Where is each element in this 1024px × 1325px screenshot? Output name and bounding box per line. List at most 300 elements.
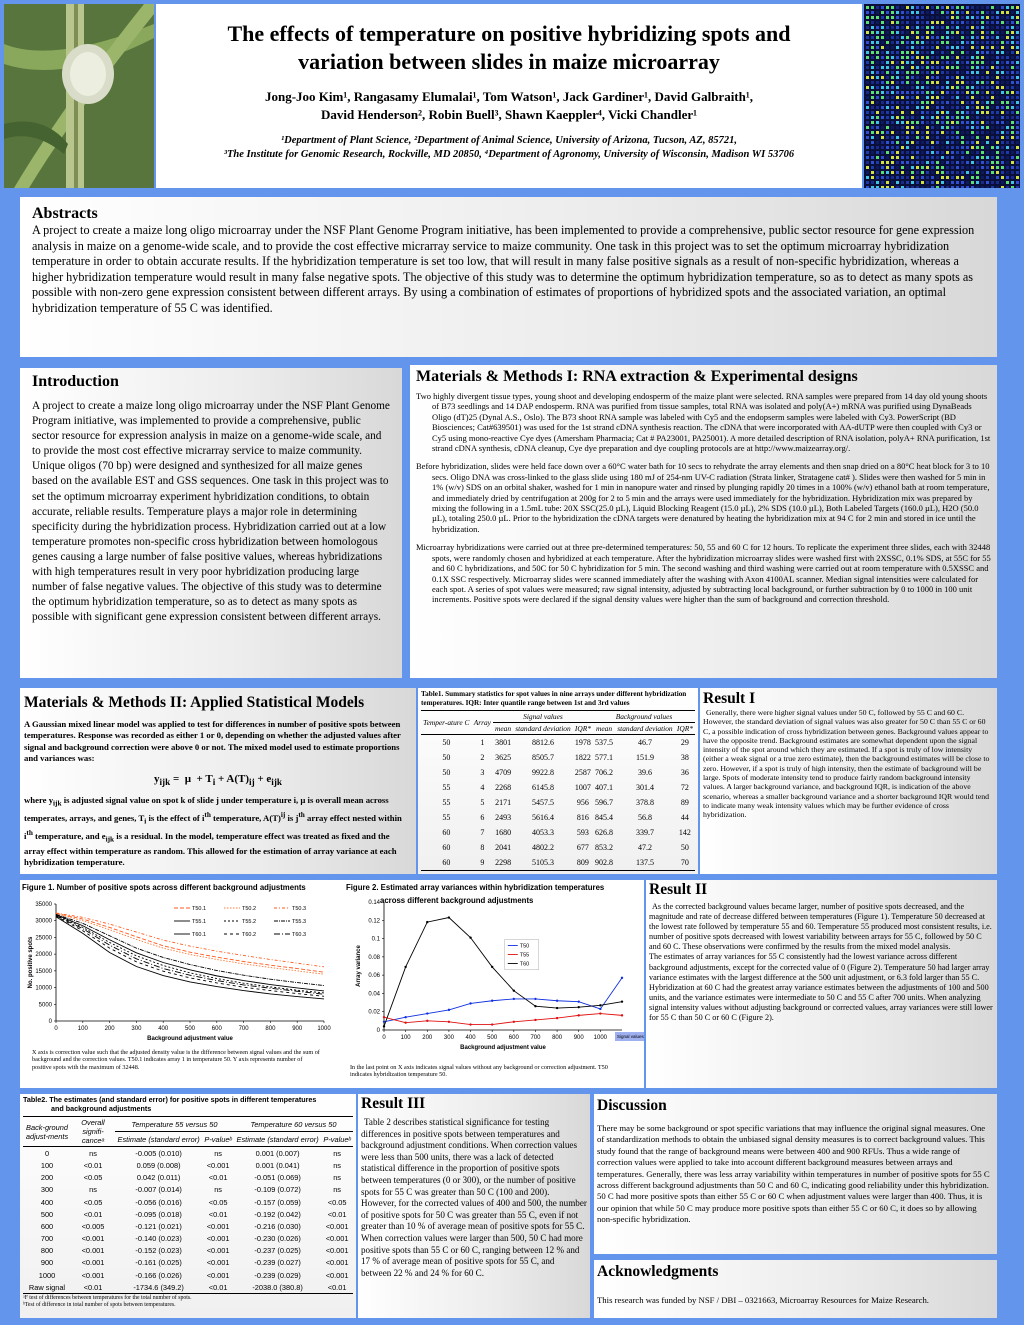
y-tick-label: 20000	[35, 952, 52, 959]
acknowledgments-panel	[594, 1260, 997, 1318]
authors-line2: David Henderson², Robin Buell³, Shawn Kaeppler⁴, Vicki Chandler¹	[320, 107, 698, 122]
table-cell: <0.05	[208, 1197, 228, 1207]
x-tick-label: 0	[54, 1026, 58, 1032]
table-row	[23, 1257, 353, 1269]
table-cell: <0.001	[325, 1258, 349, 1268]
table-cell: <0.05	[83, 1173, 103, 1183]
legend-label: T50	[519, 943, 530, 950]
x-axis-label: Background adjustment value	[460, 1045, 546, 1051]
table-cell: <0.05	[327, 1197, 347, 1207]
data-point	[448, 1021, 450, 1023]
table-cell: 816	[576, 813, 589, 823]
table-cell: 56.8	[637, 813, 652, 823]
affiliations-line2: ³The Institute for Genomic Research, Rockville, MD 20850, ⁴Department of Agronomy, University of Wisconsin, Madison WI 53706	[223, 149, 795, 160]
data-point	[556, 1007, 558, 1009]
y-tick-label: 35000	[35, 902, 52, 908]
acknowledgments-text: This research was funded by NSF / DBI – 0321663, Microarray Resources for Maize Research.	[597, 1295, 929, 1305]
table-cell: 845.4	[595, 813, 614, 823]
table-cell: 1822	[574, 753, 591, 763]
data-point	[578, 1006, 580, 1008]
table1-subheader: mean	[495, 724, 512, 734]
table-cell: 2587	[574, 768, 591, 778]
legend-label: T60.2	[242, 932, 257, 938]
table-cell: 50	[442, 768, 451, 778]
table-cell: -0.230 (0.026)	[254, 1234, 301, 1244]
poster-title-line2: variation between slides in maize microarray	[298, 49, 720, 74]
table-row	[421, 810, 695, 825]
table-cell: 142	[678, 828, 691, 838]
data-point	[404, 1021, 406, 1023]
methods1-panel	[410, 365, 997, 678]
data-point	[426, 1012, 428, 1014]
table-row	[23, 1147, 353, 1160]
figure2-caption-line2: across different background adjustments	[380, 896, 534, 905]
methods2-heading: Materials & Methods II: Applied Statistical Models	[24, 694, 365, 711]
table-cell: -2038.0 (380.8)	[252, 1282, 303, 1292]
table-cell: 9922.8	[531, 768, 554, 778]
series-line-t55-1	[56, 915, 324, 991]
table-cell: -0.152 (0.023)	[135, 1246, 182, 1256]
data-point	[426, 1020, 428, 1022]
result3-text: However, for the corrected values of 400 and 500, the number of positive spots for 50 C was greater than 55 C, even if not greater than 10 % of average mean of positive spots for 55 C. When correction values were larger than 500, 50 C had more positive spots than 55 C or 60 C, ranging between 12 % and 17 % of average mean of positive spots for 55 C, and between 22 % and 24 % for 60 C.	[361, 1198, 587, 1278]
data-point	[534, 1019, 536, 1021]
table-cell: 8	[480, 843, 485, 853]
table-cell: <0.01	[83, 1282, 103, 1292]
abstract-panel	[20, 197, 997, 357]
table-cell: 3	[480, 768, 485, 778]
mixed-model-equation: $y_{ijk} = \mu + T_i + A(T)_{ij} + e_{ijk}$	[154, 772, 282, 787]
table-cell: <0.01	[208, 1282, 228, 1292]
methods1-paragraph: Before hybridization, slides were held face down over a 60°C water bath for 10 secs to rehydrate the array elements and then snap dried on a 80°C heat block for 3 to 10 secs. Oligo DNA was cross-linked to the glass slide using 180 mJ of 254-nm UV-C radiation (Strata linker, Stratagene cat# ). Slides were then washed for 5 min in 1% (w/v) SDS on an orbital shaker, washed for 1 min in nanopure water and rinsed by plunging rapidly 20 times in a 100% (w/v) ethanol bath at room temperature, and immediately dried by centrifugation at 200g for 2 to 5 min and the arrays were used immediately for the hybridization. Hybridization mix was prepared by mixing the following in a 1.5mL tube: 20X SSC(25.0 µL), Liquid Blocking Reagent (15.0 µL), 2% SDS (10.0 µL), Both Labeled Targets (160.0 µL), H2O (50.0 µL), totaling 250.0 µL. Prior to the hybridization the cDNA targets were denatured by heating the hybridization mix at 94 C for 2 min and stored in ice until the hybridization.	[416, 461, 990, 534]
data-point	[469, 936, 471, 938]
legend-label: T50.3	[292, 906, 307, 912]
table-row	[23, 1245, 353, 1257]
table-cell: 902.8	[595, 858, 614, 868]
table-cell: 4709	[495, 768, 512, 778]
table2-header: Back-ground adjust-ments	[25, 1122, 69, 1141]
table-row	[421, 840, 695, 855]
result1-panel	[700, 688, 997, 874]
table-cell: 700	[40, 1234, 54, 1244]
result3-panel	[358, 1094, 590, 1318]
table-cell: 378.8	[635, 798, 654, 808]
table-cell: 5	[480, 798, 485, 808]
y-tick-label: 0.1	[371, 936, 380, 943]
table-cell: 55	[442, 798, 451, 808]
x-tick-label: 700	[530, 1035, 541, 1041]
table-row	[23, 1208, 353, 1220]
y-tick-label: 25000	[35, 935, 52, 942]
table-cell: ns	[333, 1185, 341, 1195]
table-cell: 2041	[495, 843, 512, 853]
result2-panel	[646, 880, 997, 1088]
x-tick-label: 200	[422, 1035, 433, 1041]
x-tick-label: 1000	[593, 1035, 608, 1041]
methods1-paragraph: Microarray hybridizations were carried out at three pre-determined temperatures: 50, 55 and 60 C for 12 hours. To replicate the experiment three slides, each with 32448 spots, were randomly chosen and hybridized at each temperature. After the hybridization microarray slides were washed first with 2XSSC, 0.1% SDS, at 55C for 55 and 60 C hybridizations, and 50C for 50 C hybridization for 5 min. The second washing and third washing were carried out at room temperature with 0.5XSSC and 0.1X SSC respectively. Microarray slides were scanned immediately after the washing with Axon 4100AL scanner. Median signal intensities were calculated for each spot. A series of spot values were measured; raw signal intensity, adjusted by subtracting local background, or further subtraction by 0 to 1000 in 100 unit increments. Positive spots were declared if the signal density values were higher than the sum of background and correction threshold.	[416, 542, 991, 605]
table-cell: ns	[333, 1160, 341, 1170]
table-cell: <0.001	[325, 1234, 349, 1244]
table1-subheader: standard deviation	[617, 724, 673, 734]
x-tick-label: 900	[292, 1026, 303, 1032]
table-cell: 7	[480, 828, 485, 838]
series-line-t50-2	[56, 914, 324, 975]
table-cell: <0.001	[81, 1258, 105, 1268]
table-cell: 4802.2	[531, 843, 554, 853]
data-point	[556, 1017, 558, 1019]
table-cell: 151.9	[635, 753, 654, 763]
legend-label: T60.1	[192, 932, 207, 938]
microarray-image	[864, 4, 1020, 188]
x-tick-label: 900	[573, 1035, 584, 1041]
data-point	[556, 1000, 558, 1002]
table-row	[23, 1269, 353, 1281]
table2-header: Estimate (standard error)	[117, 1134, 200, 1144]
table-cell: -1734.6 (349.2)	[133, 1282, 184, 1292]
table-cell: 89	[680, 798, 689, 808]
table-cell: 600	[40, 1221, 54, 1231]
figure2-caption-line1: Figure 2. Estimated array variances within hybridization temperatures	[346, 883, 605, 892]
table-cell: 900	[40, 1258, 54, 1268]
y-tick-label: 0.08	[368, 954, 380, 961]
table-cell: 72	[680, 783, 689, 793]
table2-header: P-valueᵇ	[323, 1134, 351, 1144]
table-cell: <0.001	[325, 1221, 349, 1231]
table-cell: 626.8	[595, 828, 614, 838]
table-cell: 0.001 (0.041)	[255, 1160, 300, 1170]
discussion-panel	[594, 1094, 997, 1254]
table-cell: 1680	[495, 828, 512, 838]
data-point	[534, 1005, 536, 1007]
x-tick-label: 800	[265, 1026, 276, 1032]
table-row	[421, 765, 695, 780]
table-cell: 5105.3	[531, 858, 554, 868]
table2-caption-line2: and background adjustments	[51, 1103, 152, 1113]
table-cell: 2	[480, 753, 485, 763]
table-cell: -0.237 (0.025)	[254, 1246, 301, 1256]
discussion-text: There may be some background or spot specific variations that may influence the original signal measures. One of standardization methods to obtain the unbiased signal density measures is to correct background values. This study found that the range of background means were between 400 and 900 RFUs. Thus a wide range of correction values were applied to take into account different background measures between arrays and temperatures. Generally, there was less array variability within temperatures in number of positive spots for 55 C across different background adjustments than 50 C and 60 C, indicating good reliability under this hybridization.	[597, 1123, 990, 1191]
result1-heading: Result I	[703, 690, 756, 707]
legend-label: T60.3	[292, 932, 307, 938]
table-cell: 500	[40, 1209, 54, 1219]
table-cell: 0.042 (0.011)	[136, 1173, 181, 1183]
table-cell: 577.1	[595, 753, 614, 763]
table2-header: Temperature 55 versus 50	[115, 1117, 234, 1132]
table-row	[421, 780, 695, 795]
table-cell: <0.001	[325, 1246, 349, 1256]
data-point	[599, 1008, 601, 1010]
table2-header: Overall signifi-canceᵃ	[81, 1118, 105, 1146]
y-tick-label: 0	[48, 1019, 52, 1025]
table-cell: 956	[576, 798, 589, 808]
table-cell: 47.2	[637, 843, 652, 853]
methods2-text-2: where $y_{ijk}$ is adjusted signal value on spot k of slide j under temperature i, µ is overall mean across temperates, arrays, and genes, $T_i$ is the effect of $i^{th}$ temperature, $A(T)^{ij}$ is $j^{th}$ array effect nested within $i^{th}$ temperature, and $e_{ijk}$ is a residual. In the model, temperature effect was treated as fixed and the array effect within temperature as random. This allowed for the estimation of array variance at each hybridization temperature.	[24, 794, 402, 868]
table-cell: -0.140 (0.023)	[135, 1234, 182, 1244]
series-line-t60	[384, 918, 622, 1027]
table-cell: 8505.7	[531, 753, 554, 763]
result3-heading: Result III	[361, 1095, 426, 1112]
table-row	[23, 1159, 353, 1171]
table2-footnote: ᵃF test of differences between temperatures for the total number of spots.	[23, 1295, 192, 1302]
table-cell: 301.4	[635, 783, 654, 793]
table-row	[23, 1196, 353, 1208]
legend-label: T55	[519, 952, 530, 959]
table-cell: 677	[576, 843, 589, 853]
table1-subheader: IQR*	[574, 724, 591, 734]
table-cell: 2493	[495, 813, 512, 823]
series-line-t50	[384, 978, 622, 1022]
table-cell: 55	[442, 783, 451, 793]
table1-subheader: IQR*	[676, 724, 693, 734]
table-cell: 1	[480, 738, 485, 748]
data-point	[448, 1009, 450, 1011]
y-tick-label: 0.06	[368, 973, 380, 980]
table-cell: 5616.4	[531, 813, 554, 823]
table-cell: Raw signal	[28, 1282, 66, 1292]
legend-label: T55.2	[242, 919, 257, 925]
table1	[421, 710, 695, 871]
table-cell: ns	[333, 1173, 341, 1183]
y-tick-label: 0	[376, 1028, 380, 1034]
table-cell: 0	[44, 1148, 50, 1158]
affiliations-line1: ¹Department of Plant Science, ²Department of Animal Science, University of Arizona, Tucson, AZ, 85721,	[281, 135, 737, 146]
legend-label: T60	[519, 961, 530, 968]
table1-subheader: mean	[596, 724, 613, 734]
y-axis-label: No. positive spots	[28, 936, 34, 989]
data-point	[491, 1023, 493, 1025]
table-cell: ns	[89, 1148, 97, 1158]
table-cell: 400	[40, 1197, 54, 1207]
data-point	[621, 977, 623, 979]
table-cell: 4	[480, 783, 485, 793]
legend-label: T50.1	[192, 906, 207, 912]
table-row	[421, 855, 695, 871]
table-cell: 0.001 (0.007)	[255, 1148, 300, 1158]
data-point	[383, 1025, 385, 1027]
series-line-t60-2	[56, 916, 324, 996]
table-cell: <0.01	[83, 1209, 103, 1219]
data-point	[469, 1002, 471, 1004]
table1-header: Array	[473, 718, 491, 728]
result1-text: Generally, there were higher signal values under 50 C, followed by 55 C and 60 C. However, the standard deviation of signal values was also greater for 50 C than 55 C or 60 C, a possible indication of cross hybridization between genes. Background values appear to have the opposite trend. Background estimates are somewhat dependent upon the signal intensity of the spot around which they are estimated. If a spot is truly of low intensity (either a weak signal or a true zero estimate), then the background estimates will be close to zero. However, if a spot is truly of high intensity, then the estimate of background will be large. Spots of moderate intensity tend to produce fairly random background intensity values. A larger background variance, and background IQR, is indication of the above scenario, whereas a smaller background variance and a shorter background IQR would tend to indicate many weak intensity values which may be further evidence of cross hybridization.	[703, 708, 990, 820]
abstract-text: A project to create a maize long oligo microarray under the NSF Plant Genome Program initiative, has been implemented to provide a comprehensive, public sector resource for gene expression analysis in maize on a genome-wide scale, and to provide the cost effective micrarray service to maize community. One task in this project was to set the optimum microarray hybridization temperature in order to obtain accurate results. If the hybridization temperature is set too low, that will result in many false positive signals as a result of non-specific hybridization, whereas a higher hybridization temperature would result in many false negative spots. The objective of this study was to determine the optimum hybridization temperature, so as to detect as many spots as possible with non-zero gene expression consistent between different arrays. By using a combination of estimates of proportions of hybridized spots and the associated variation, an optimal hybridization temperature of 55 C was identified.	[32, 223, 975, 315]
poster-title-line1: The effects of temperature on positive hybridizing spots and	[227, 21, 791, 46]
table1-header: Background values	[593, 711, 695, 723]
header-photo-microarray	[864, 4, 1020, 188]
table-cell: 339.7	[635, 828, 654, 838]
y-tick-label: 15000	[35, 968, 52, 975]
table-cell: <0.01	[83, 1160, 103, 1170]
data-point	[404, 1016, 406, 1018]
table2-panel	[20, 1094, 356, 1318]
table2-header: P-valueᵇ	[204, 1134, 232, 1144]
data-point	[599, 1004, 601, 1006]
table-cell: 60	[442, 843, 451, 853]
table-cell: 5457.5	[531, 798, 554, 808]
y-tick-label: 10000	[35, 985, 52, 992]
table-cell: 0.059 (0.008)	[136, 1160, 181, 1170]
figure2-chart	[336, 896, 644, 1056]
table-row	[421, 825, 695, 840]
x-tick-label: 400	[465, 1035, 476, 1041]
figure1-note: X axis is correction value such that the adjusted density value is the difference between signal values and the sum of background and the correction values. T50.1 indicates array 1 in temperature 50. Y axis represents number of positive spots with the maximum of 32448.	[32, 1049, 320, 1071]
table-cell: 800	[40, 1246, 54, 1256]
table-cell: -0.166 (0.026)	[135, 1270, 182, 1280]
table-cell: 55	[442, 813, 451, 823]
table-cell: 1978	[574, 738, 591, 748]
table-cell: 3625	[495, 753, 512, 763]
data-point	[599, 1012, 601, 1014]
table-cell: -0.216 (0.030)	[254, 1221, 301, 1231]
data-point	[383, 1016, 385, 1018]
y-tick-label: 0.04	[368, 991, 380, 998]
table-cell: 137.5	[635, 858, 654, 868]
result3-text: Table 2 describes statistical significance for testing differences in positive spots between temperatures and background adjustment conditions. When correction values were less than 500 units, there was a lack of detected statistical difference in the proportion of positive spots between temperatures (0 or 300), or the number of positive spots for 55 C was greater than 50 C (100 and 200).	[361, 1117, 578, 1197]
data-point	[513, 998, 515, 1000]
data-point	[621, 1000, 623, 1002]
x-tick-label: 100	[400, 1035, 411, 1041]
table-cell: 2268	[495, 783, 512, 793]
table-cell: <0.01	[327, 1282, 347, 1292]
table-cell: 36	[680, 768, 689, 778]
table2-header: Estimate (standard error)	[236, 1134, 319, 1144]
authors-line1: Jong-Joo Kim¹, Rangasamy Elumalai¹, Tom Watson¹, Jack Gardiner¹, David Galbraith¹,	[264, 89, 754, 104]
table-cell: <0.01	[208, 1173, 228, 1183]
table1-panel	[418, 688, 698, 874]
header-photo-maize	[4, 4, 154, 188]
legend-label: T55.1	[192, 919, 207, 925]
table2	[23, 1116, 353, 1294]
y-tick-label: 30000	[35, 918, 52, 925]
table-cell: <0.001	[206, 1234, 230, 1244]
abstract-heading: Abstracts	[32, 205, 98, 222]
data-point	[426, 921, 428, 923]
table1-header: Temper-ature C	[423, 718, 470, 728]
table-cell: 6145.8	[531, 783, 554, 793]
table2-footnote: ᵇTest of difference in total number of spots between temperatures.	[23, 1302, 176, 1309]
table-cell: 3801	[495, 738, 512, 748]
methods1-paragraph: Two highly divergent tissue types, young shoot and developing endosperm of the maize plant were selected. RNA samples were prepared from 14 day old young shoots of B73 seedlings and 14 DAP endosperm. RNA was purified from tissue samples, total RNA was isolated and poly(A+) mRNA was purified using DynaBeads Oligo (dT)25 (Dynal A.S., Oslo). The B73 shoot RNA sample was labeled with Cy5 and the endopserm samples were labeled with Cy3. PowerScript (BD Biosciences; Cat#639501) was used for the 1st strand cDNA synthesis reaction. The cDNA that were incorporated with AA-dUTP were then coupled with Cy3 or Cy5 using mono-reactive Cye dyes (Amersham Pharmacia; Cat # PA23001, PA25001). A more detailed description of RNA isolation, polyA+ RNA purification, 1st strand cDNA synthesis, cDNA cleanup, Cye dye preparation and dye coupling protocols are at http://www.maizearray.org/.	[416, 391, 991, 454]
figures-panel	[20, 880, 644, 1088]
introduction-panel	[20, 368, 402, 678]
table-row	[23, 1220, 353, 1232]
data-point	[513, 1021, 515, 1023]
y-axis-label: Array variance	[356, 945, 362, 987]
table-cell: -0.192 (0.042)	[254, 1209, 301, 1219]
x-tick-label: 400	[158, 1026, 169, 1032]
table-cell: -0.007 (0.014)	[135, 1185, 182, 1195]
table-cell: <0.001	[81, 1246, 105, 1256]
x-tick-label: 300	[443, 1035, 454, 1041]
table-cell: -0.095 (0.018)	[135, 1209, 182, 1219]
table-cell: <0.01	[208, 1209, 228, 1219]
table-cell: <0.01	[327, 1209, 347, 1219]
table-cell: -0.239 (0.027)	[254, 1258, 301, 1268]
data-point	[534, 998, 536, 1000]
introduction-text: A project to create a maize long oligo microarray under the NSF Plant Genome Program initiative, was implemented to provide a comprehensive, public sector resource for expression analysis in maize on a genome-wide scale, and to provide the most cost effective micrarray service to maize community. Unique oligos (70 bp) were designed and synthesized for all maize genes based on the available EST and GSS sequences. One task in this project was to set the optimum microarray experiment hybridization conditions, to obtain accurate, reliable results. Temperature plays a major role in determining specificity during the hybridization process. Hybridization carried out at a low temperature promotes non-specific cross hybridization between homologous genes causing a large number of false positive values, whereas hybridizations with high temperatures result in very poor hybridization producing large number of false negative values. The objective of this study was to determine the optimum hybridization temperature, so as to detect as many spots as possible with significant gene expression consistent between different arrays.	[32, 400, 390, 624]
table-cell: -0.157 (0.059)	[254, 1197, 301, 1207]
table-cell: 9	[480, 858, 485, 868]
table-cell: <0.001	[206, 1258, 230, 1268]
table-cell: <0.001	[325, 1270, 349, 1280]
table-cell: 44	[680, 813, 689, 823]
table-cell: 50	[442, 738, 451, 748]
table-cell: 407.1	[595, 783, 614, 793]
table-cell: <0.001	[206, 1270, 230, 1280]
table-cell: 1000	[38, 1270, 56, 1280]
data-point	[513, 989, 515, 991]
x-tick-label: 0	[382, 1035, 386, 1041]
table-cell: 1007	[574, 783, 591, 793]
table-cell: ns	[214, 1148, 222, 1158]
legend-label: T55.3	[292, 919, 307, 925]
data-point	[469, 1023, 471, 1025]
data-point	[448, 916, 450, 918]
table-cell: -0.109 (0.072)	[254, 1185, 301, 1195]
table-cell: 46.7	[637, 738, 652, 748]
table1-subheader: standard deviation	[515, 724, 571, 734]
table-row	[23, 1184, 353, 1196]
table-cell: 39.6	[637, 768, 652, 778]
table-cell: ns	[214, 1185, 222, 1195]
table-cell: 60	[442, 858, 451, 868]
figure1-caption: Figure 1. Number of positive spots across different background adjustments	[22, 883, 306, 892]
x-tick-label: 500	[184, 1026, 196, 1032]
table-cell: 300	[40, 1185, 54, 1195]
table-cell: <0.05	[83, 1197, 103, 1207]
table-cell: 2298	[495, 858, 512, 868]
table-cell: <0.001	[206, 1160, 230, 1170]
table-row	[421, 735, 695, 751]
data-point	[621, 1014, 623, 1016]
table-cell: <0.001	[81, 1270, 105, 1280]
data-point	[383, 1021, 385, 1023]
x-tick-label: 200	[104, 1026, 115, 1032]
table-cell: -0.121 (0.021)	[135, 1221, 182, 1231]
table-cell: 706.2	[595, 768, 614, 778]
table-cell: -0.051 (0.069)	[254, 1173, 301, 1183]
table-cell: <0.001	[206, 1221, 230, 1231]
table-cell: ns	[89, 1185, 97, 1195]
table-cell: 100	[40, 1160, 54, 1170]
introduction-heading: Introduction	[32, 373, 119, 390]
x-tick-label: 600	[211, 1026, 222, 1032]
legend-label: T50.2	[242, 906, 257, 912]
methods2-text: A Gaussian mixed linear model was applied to test for differences in number of positive spots between temperatures. Response was recorded as either 1 or 0, depending on whether the adjusted values after signal and background correction were above 0 or not. The mixed model used to estimate proportions and variances was:	[24, 719, 401, 764]
table-row	[421, 750, 695, 765]
series-line-t60-3	[56, 916, 324, 995]
table-row	[23, 1281, 353, 1294]
header-title-box	[156, 4, 862, 188]
methods1-heading: Materials & Methods I: RNA extraction & Experimental designs	[416, 368, 858, 385]
y-tick-label: 0.12	[368, 918, 380, 925]
table-cell: -0.239 (0.029)	[254, 1270, 301, 1280]
x-tick-label: 600	[508, 1035, 519, 1041]
table-cell: 50	[680, 843, 689, 853]
y-tick-label: 0.14	[368, 900, 380, 906]
table-row	[23, 1172, 353, 1184]
x-tick-label: 100	[77, 1026, 88, 1032]
table2-header: Temperature 60 versus 50	[234, 1117, 353, 1132]
figure2-note: In the last point on X axis indicates signal values without any background or correction adjustment. T50 indicates hybridization temperature 50.	[350, 1064, 608, 1079]
table-cell: 50	[442, 753, 451, 763]
data-point	[491, 966, 493, 968]
table-cell: 29	[680, 738, 689, 748]
figure1-chart	[20, 896, 336, 1046]
table-cell: <0.005	[81, 1221, 105, 1231]
table-cell: ns	[333, 1148, 341, 1158]
table-cell: <0.001	[81, 1234, 105, 1244]
table-cell: 4053.3	[531, 828, 554, 838]
